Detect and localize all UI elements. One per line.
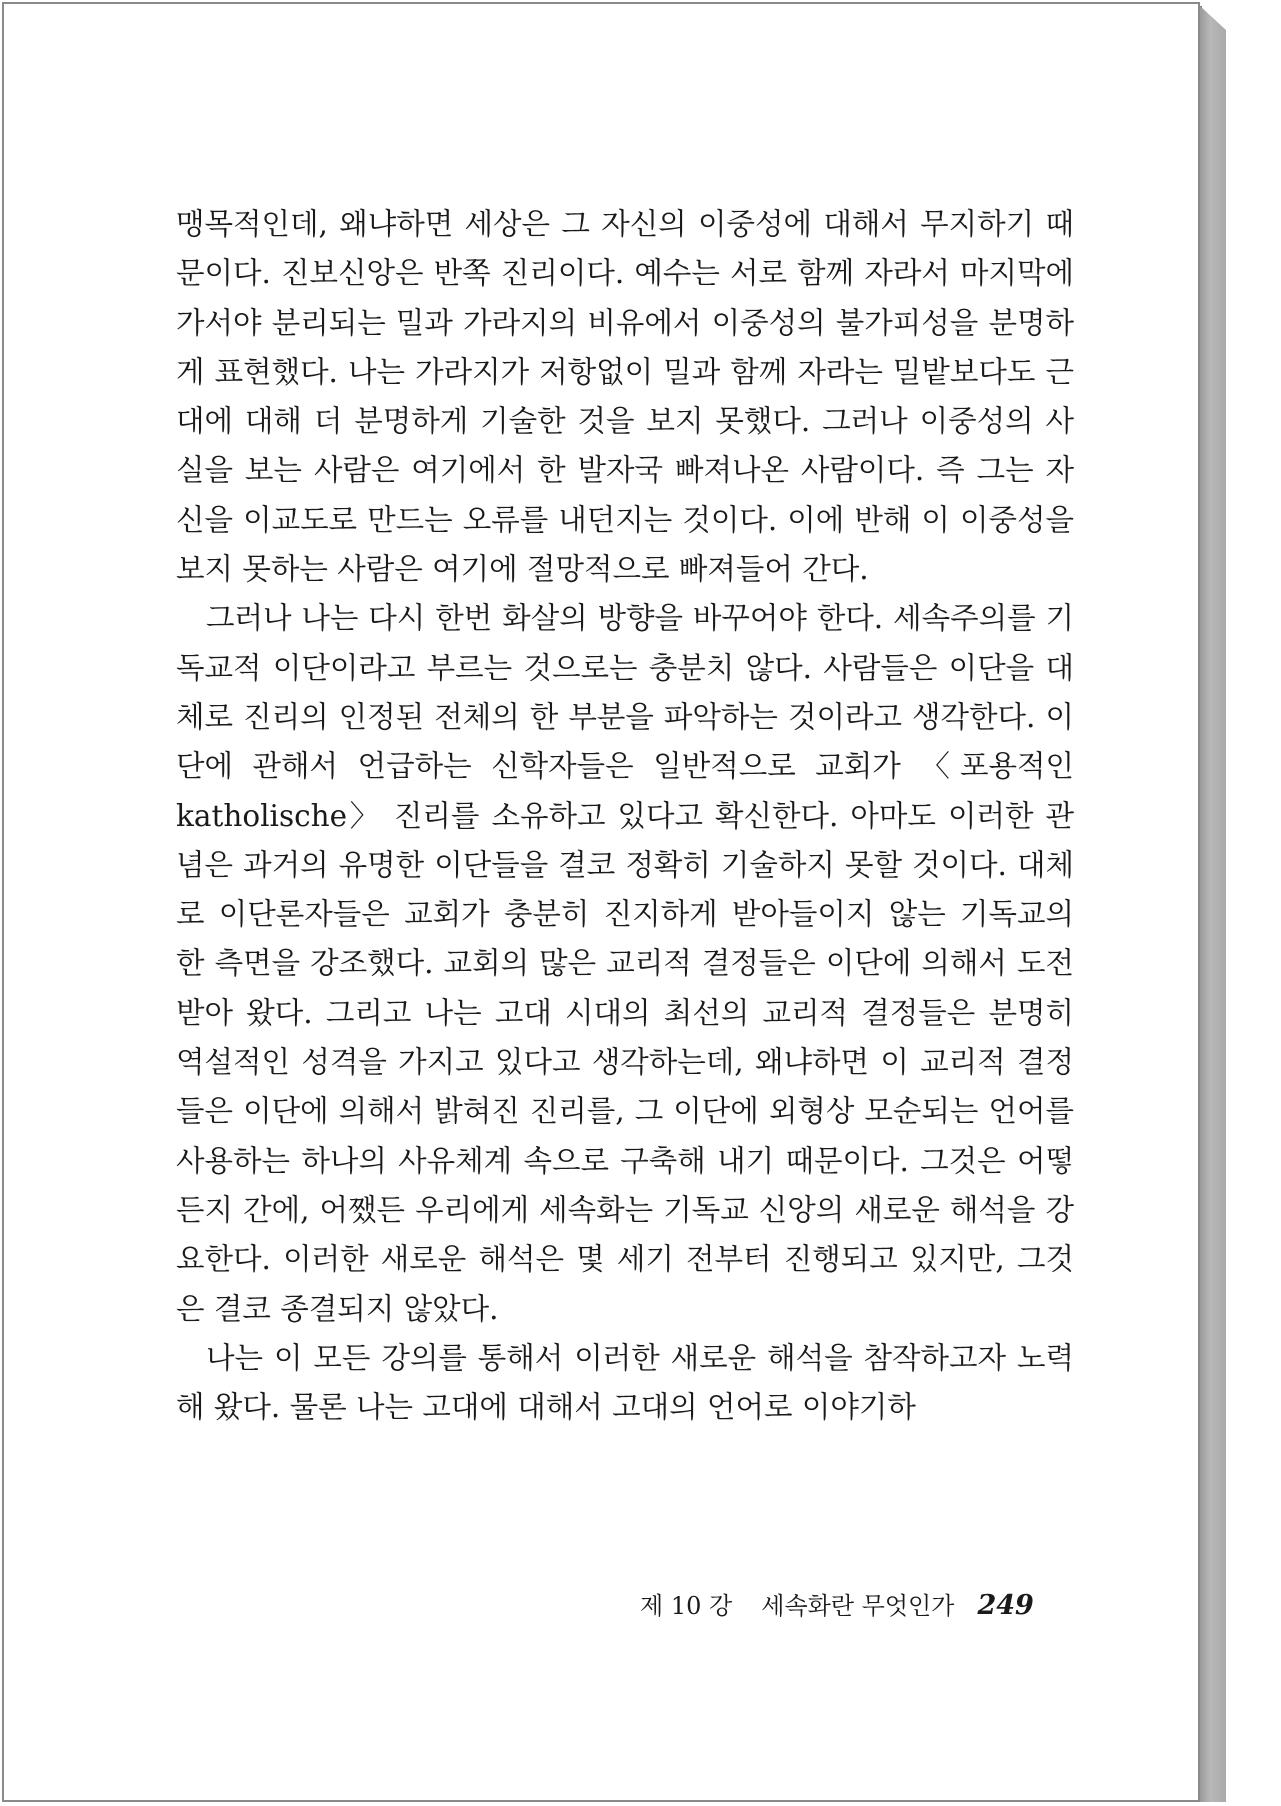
page-number: 249 — [977, 1590, 1034, 1621]
paragraph-2: 그러나 나는 다시 한번 화살의 방향을 바꾸어야 한다. 세속주의를 기독교적 이단이라고 부르는 것으로는 충분치 않다. 사람들은 이단을 대체로 진리의 인정된 전체의 한 부분을 파악하는 것이라고 생각한다. 이단에 관해서 언급하는 신학자들은 일반적으로 교회가 〈포용적인 katholische〉 진리를 소유하고 있다고 확신한다. 아마도 이러한 관념은 과거의 유명한 이단들을 결코 정확히 기술하지 못할 것이다. 대체로 이단론자들은 교회가 충분히 진지하게 받아들이지 않는 기독교의 한 측면을 강조했다. 교회의 많은 교리적 결정들은 이단에 의해서 도전받아 왔다. 그리고 나는 고대 시대의 최선의 교리적 결정들은 분명히 역설적인 성격을 가지고 있다고 생각하는데, 왜냐하면 이 교리적 결정들은 이단에 의해서 밝혀진 진리를, 그 이단에 외형상 모순되는 언어를 사용하는 하나의 사유체계 속으로 구축해 내기 때문이다. 그것은 어떻든지 간에, 어쨌든 우리에게 세속화는 기독교 신앙의 새로운 해석을 강요한다. 이러한 새로운 해석은 몇 세기 전부터 진행되고 있지만, 그것은 결코 종결되지 않았다. — [176, 601, 1074, 1326]
paragraph-3: 나는 이 모든 강의를 통해서 이러한 새로운 해석을 참작하고자 노력해 왔다. 물론 나는 고대에 대해서 고대의 언어로 이야기하 — [176, 1340, 1074, 1425]
body-text — [176, 200, 1074, 1432]
running-footer — [640, 1586, 1080, 1626]
chapter-label: 제 10 강 — [640, 1592, 733, 1620]
paragraph-1: 맹목적인데, 왜냐하면 세상은 그 자신의 이중성에 대해서 무지하기 때문이다. 진보신앙은 반쪽 진리이다. 예수는 서로 함께 자라서 마지막에 가서야 분리되는 밀과 가라지의 비유에서 이중성의 불가피성을 분명하게 표현했다. 나는 가라지가 저항없이 밀과 함께 자라는 밀밭보다도 근대에 대해 더 분명하게 기술한 것을 보지 못했다. 그러나 이중성의 사실을 보는 사람은 여기에서 한 발자국 빠져나온 사람이다. 즉 그는 자신을 이교도로 만드는 오류를 내던지는 것이다. 이에 반해 이 이중성을 보지 못하는 사람은 여기에 절망적으로 빠져들어 간다. — [176, 207, 1074, 587]
page-edge-shadow — [1200, 6, 1226, 1802]
chapter-title: 세속화란 무엇인가 — [761, 1592, 955, 1620]
